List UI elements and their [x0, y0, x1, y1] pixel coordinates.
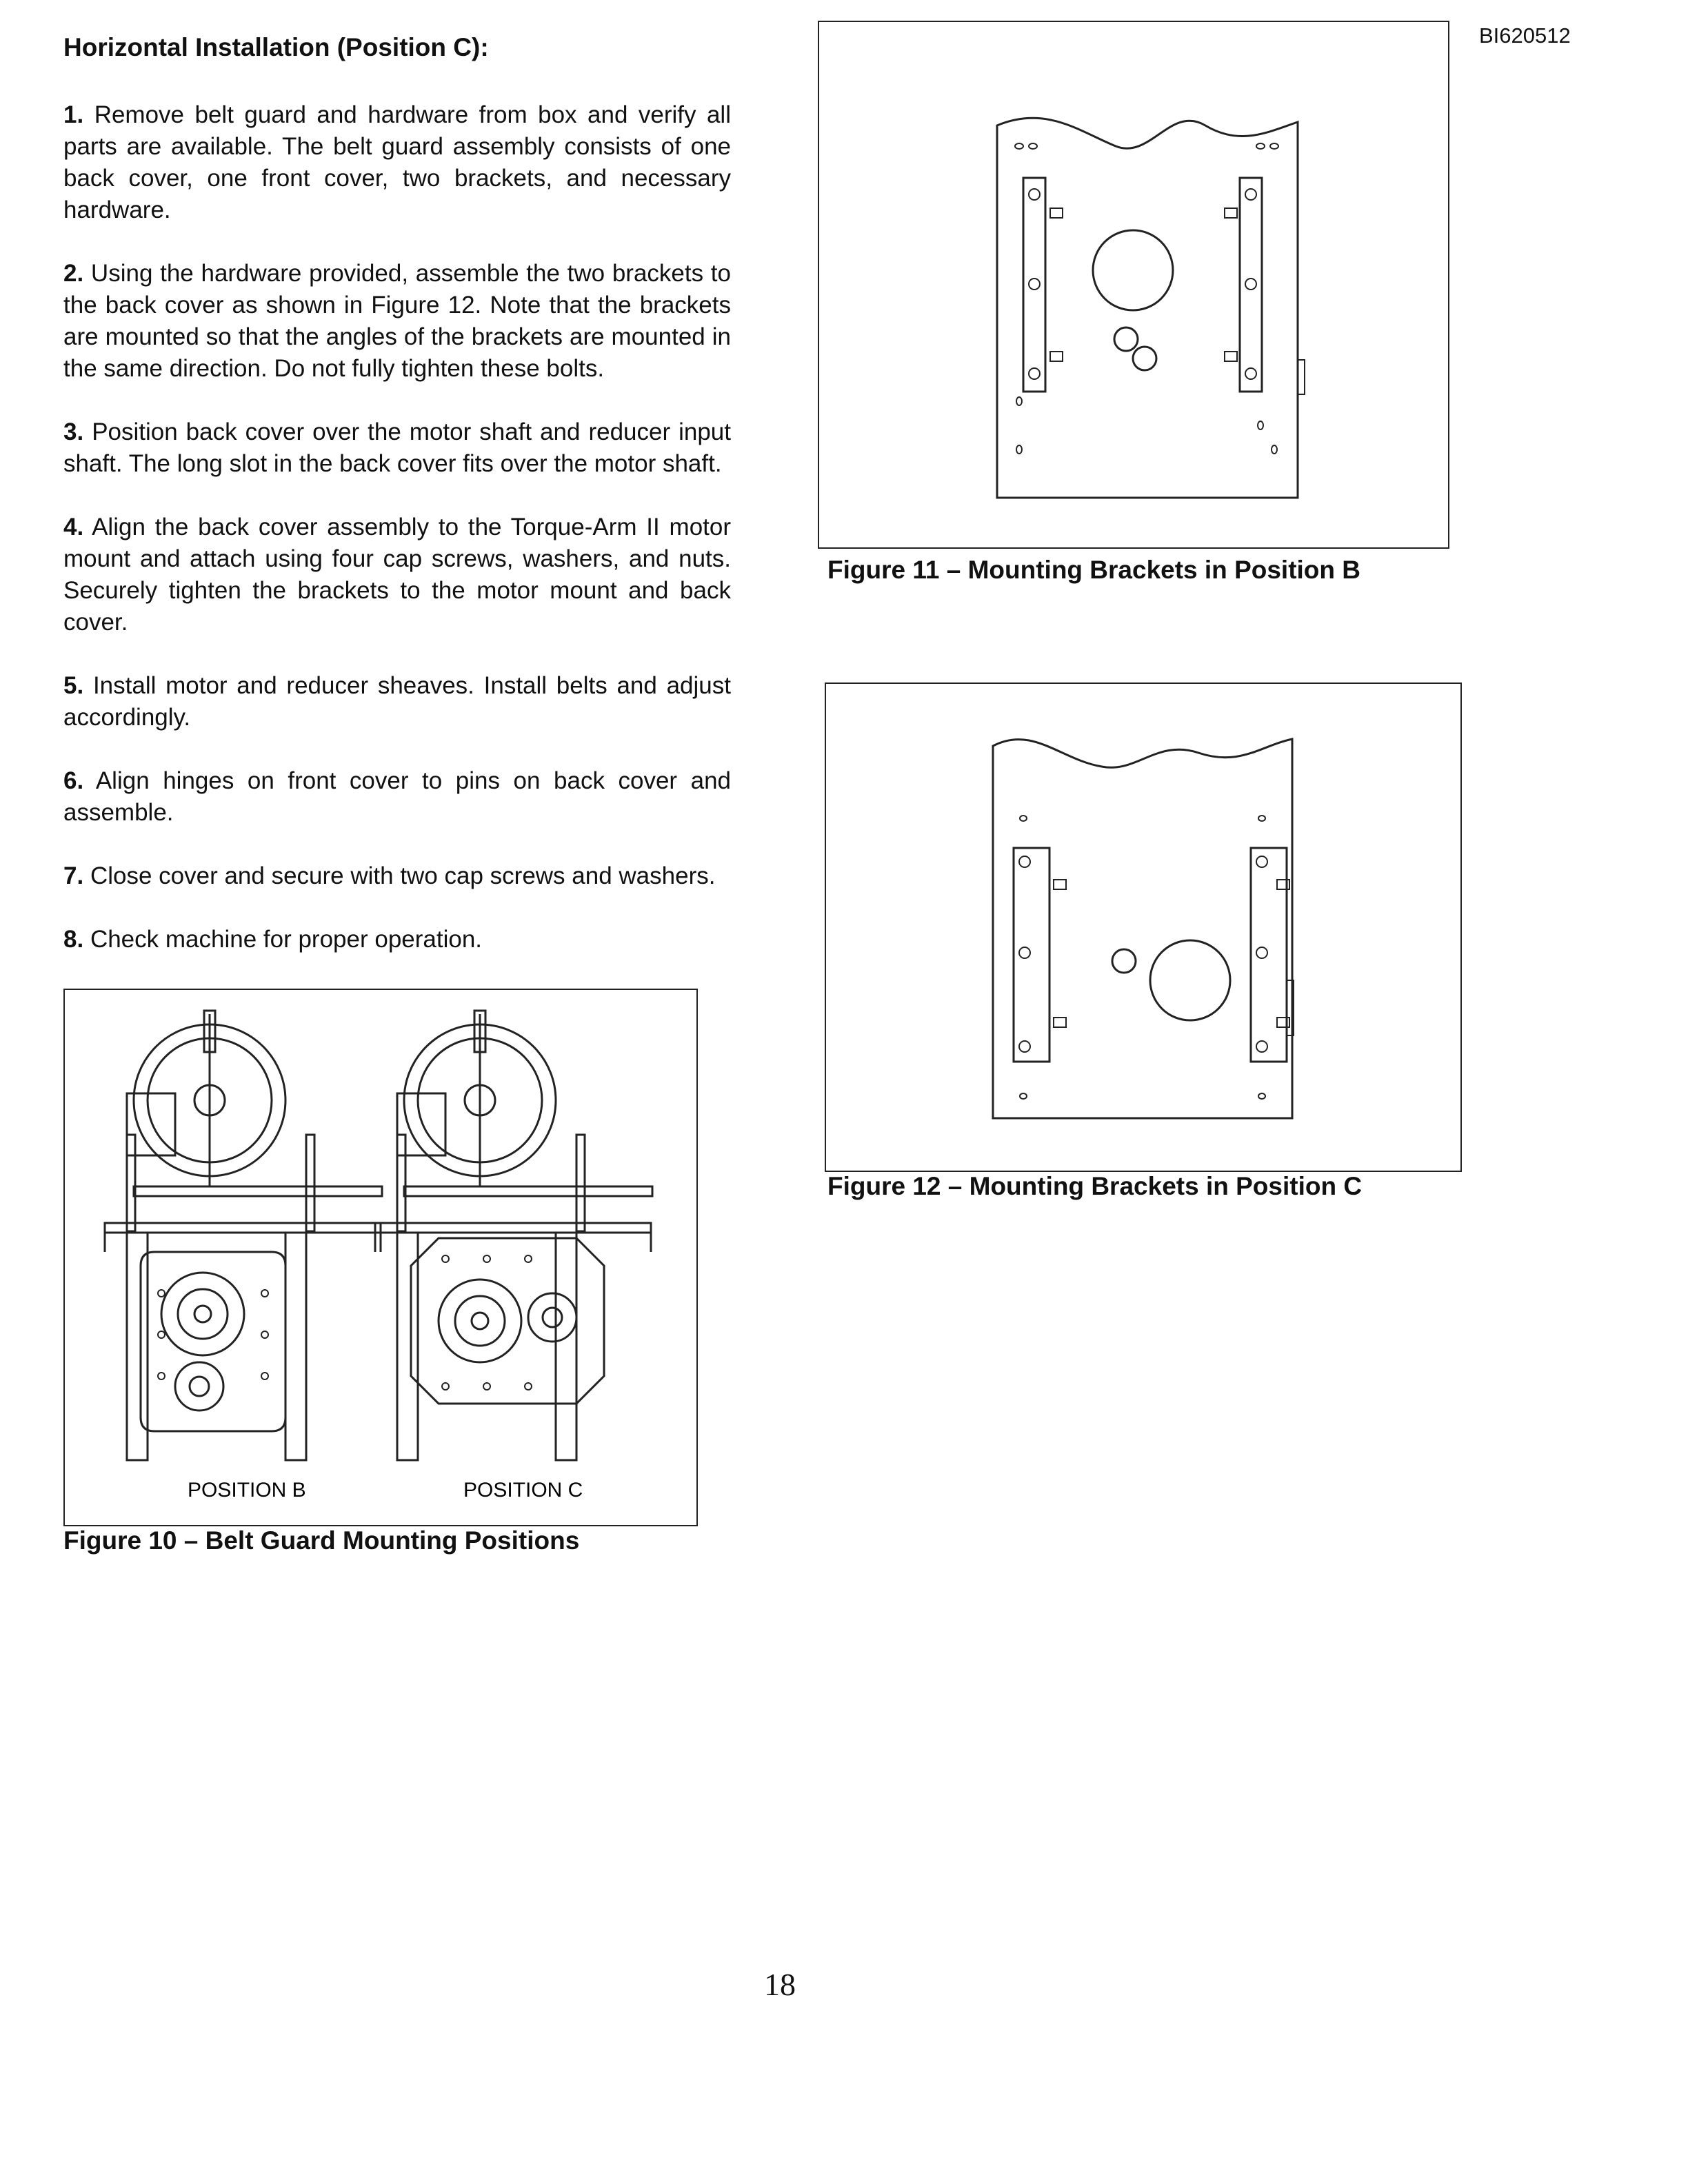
position-c-label: POSITION C: [463, 1479, 583, 1502]
step-number: 3.: [63, 418, 84, 445]
position-c-assembly: [375, 1011, 652, 1460]
figure-11-box: [818, 21, 1449, 549]
instructions-column: [63, 28, 731, 987]
step-text: Align hinges on front cover to pins on back cover and assemble.: [63, 767, 732, 826]
page-number: 18: [764, 1967, 796, 2002]
step-5: [63, 670, 731, 734]
step-7: [63, 860, 731, 892]
step-number: 7.: [63, 862, 84, 889]
step-text: Check machine for proper operation.: [90, 926, 483, 953]
position-b-label: POSITION B: [188, 1479, 306, 1502]
step-4: [63, 512, 731, 638]
figure-10-caption: Figure 10 – Belt Guard Mounting Positions: [63, 1526, 580, 1555]
belt-guard-drawing: [65, 990, 696, 1525]
step-number: 8.: [63, 926, 84, 953]
figure-12-box: [825, 682, 1462, 1172]
section-heading: Horizontal Installation (Position C):: [63, 33, 489, 61]
step-text: Align the back cover assembly to the Torque-Arm II motor mount and attach using four cap screws, washers, and nuts. Securely tighten the brackets to the motor mount and back cover.: [63, 514, 732, 636]
step-3: [63, 416, 731, 480]
step-6: [63, 765, 731, 829]
position-b-bracket-drawing: [819, 22, 1448, 547]
step-text: Remove belt guard and hardware from box and verify all parts are available. The belt guard assembly consists of one back cover, one front cover, two brackets, and necessary hardware.: [63, 101, 731, 223]
step-text: Close cover and secure with two cap screws and washers.: [90, 862, 716, 889]
position-b-assembly: [105, 1011, 382, 1460]
document-code: BI620512: [1479, 23, 1571, 48]
figure-11-caption: Figure 11 – Mounting Brackets in Position B: [827, 556, 1361, 584]
step-1: [63, 99, 731, 226]
step-8: [63, 924, 731, 956]
position-c-bracket-drawing: [826, 684, 1460, 1171]
step-number: 4.: [63, 514, 84, 540]
figure-12-caption: Figure 12 – Mounting Brackets in Position C: [827, 1172, 1363, 1200]
step-text: Using the hardware provided, assemble the two brackets to the back cover as shown in Figure 12. Note that the brackets are mounted so that the angles of the brackets are mounted in the same direction. Do not fully tighten these bolts.: [63, 260, 731, 382]
step-number: 2.: [63, 260, 84, 287]
step-number: 6.: [63, 767, 84, 794]
step-number: 1.: [63, 101, 84, 128]
step-text: Install motor and reducer sheaves. Install belts and adjust accordingly.: [63, 672, 731, 731]
step-text: Position back cover over the motor shaft and reducer input shaft. The long slot in the back cover fits over the motor shaft.: [63, 418, 731, 477]
step-number: 5.: [63, 672, 84, 699]
figure-10-box: [63, 989, 698, 1526]
step-2: [63, 258, 731, 385]
